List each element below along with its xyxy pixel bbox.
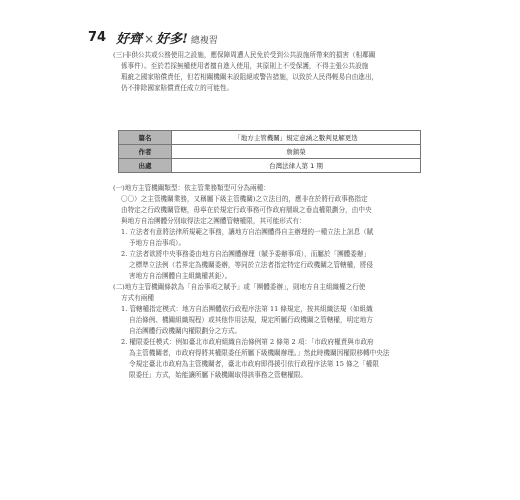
paragraph-line: 係事件）。至於若採無權使用者擅自進入使用，其原則上不受保護，不得主張公共設施 <box>121 62 369 70</box>
source-label: 出處 <box>119 159 172 173</box>
paragraph-line: 自治團體行政機關內權限劃分之方式。 <box>129 327 242 335</box>
title-value: 「地方主管機關」規定意涵之數判見解更迭 <box>172 131 421 145</box>
table-row <box>119 145 421 159</box>
title-label: 篇名 <box>119 131 172 145</box>
author-value: 詹鎮榮 <box>172 145 421 159</box>
body-section <box>113 183 423 381</box>
paragraph-line: 為主管機關者，市政府得將其權限委任所屬下級機關辦理。」然此時機關因權限移轉中央法 <box>129 349 390 357</box>
logo-cross-text: × <box>144 32 155 46</box>
paragraph-line: 〇〇）之主管機關業務，又稱屬下級主管機關)之立法目的，應非在於將行政事務指定 <box>121 195 368 203</box>
paragraph-line: 與地方自治團體分別取得法定之團體管轄權限，其可能形式有： <box>121 217 306 225</box>
table-row <box>119 159 421 173</box>
author-label: 作者 <box>119 145 172 159</box>
paragraph-line: 之標準立法例（若界定為機關委辦，等同於立法者指定特定行政機關之管轄權，將侵 <box>129 261 373 269</box>
paragraph-line: 予地方自治事項）。 <box>129 239 186 247</box>
page-number: 74 <box>88 30 107 45</box>
paragraph-line: 2. 權限委任模式：例如臺北市政府組織自治條例第 2 條第 2 項：「市政府權責與市政府 <box>121 338 374 346</box>
logo-second-text: 好多! <box>156 32 188 47</box>
paragraph-line: 自治條例、機關組織規程）或其他作用法規，規定所屬行政機關之管轄權，明定地方 <box>129 316 373 324</box>
paragraph-line: (三)非供公共或公務使用之設施，應保障周遭人民免於受到公共設施所帶來的損害（相鄰關 <box>113 51 376 59</box>
paragraph-line: 1. 立法者有意將法律所規範之事務，讓地方自治團體得自主辦理的一種立法上訊息（賦 <box>121 228 374 236</box>
article-info-table <box>118 130 421 173</box>
paragraph-line: 令規定臺北市政府為主管機關者，臺北市政府即得援引依行政程序法第 15 條之「權限 <box>129 360 379 368</box>
paragraph-line: 1. 管轄權指定模式：地方自治團體依行政程序法第 11 條規定，按其組織法規（如組織 <box>121 305 373 313</box>
page-header <box>88 28 218 47</box>
paragraph-line: (二)地方主管機關條款為「自治事項之賦予」或「團體委辦」，則地方自主組織權之行使 <box>113 283 366 291</box>
paragraph-line: 仍不排除國家賠償責任成立的可能性。 <box>121 84 234 92</box>
logo-main-text: 好齊 <box>116 32 143 47</box>
paragraph-line: 由特定之行政機關管轄，毋寧在於規定行政事務可作政府層級之垂直權限劃分，由中央 <box>121 206 372 214</box>
source-value: 台灣法律人第 1 期 <box>172 159 421 173</box>
table-row <box>119 131 421 145</box>
paragraph-line: 2. 立法者欲將中央事務委由地方自治團體辦理（賦予委辦事項），而屬於「團體委辦」 <box>121 250 371 258</box>
logo-subtitle: 總複習 <box>190 36 218 46</box>
paragraph-line: 害地方自治團體自主組織權甚鉅）。 <box>129 272 232 280</box>
book-logo <box>116 28 218 47</box>
intro-paragraph <box>113 50 423 94</box>
paragraph-line: 方式有兩種 <box>121 294 154 302</box>
paragraph-line: (一)地方主管機關類型：依主管業務類型可分為兩種： <box>113 184 270 192</box>
paragraph-line: 限委任」方式，始能讓所屬下級機關取得該事務之管轄權限。 <box>129 371 308 379</box>
paragraph-line: 瑕疵之國家賠償責任，但若相關機關未設阻絕或警告措施，以致於人民得輕易自由進出， <box>121 73 379 81</box>
